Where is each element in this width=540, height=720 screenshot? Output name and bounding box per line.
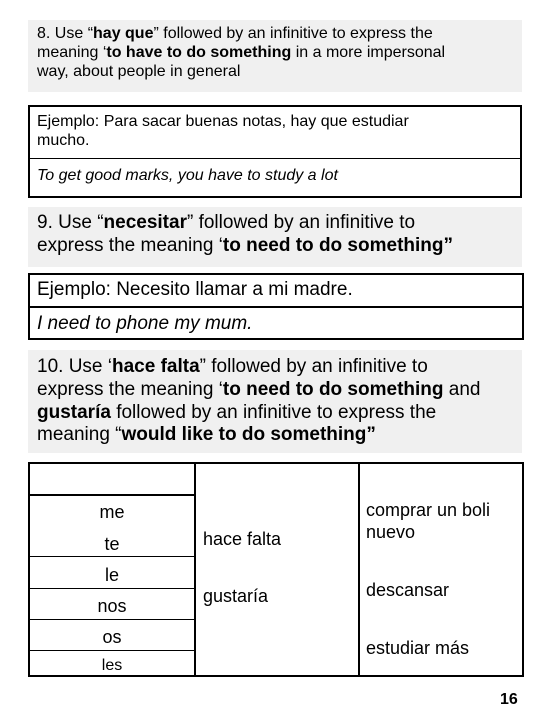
verb-gustaria: gustaría: [203, 586, 269, 606]
divider: [30, 619, 194, 620]
bold-phrase: necesitar: [103, 212, 187, 233]
section-9-instruction: [37, 212, 517, 258]
divider: [30, 650, 194, 651]
section-8-example-english: To get good marks, you have to study a lot: [37, 167, 338, 184]
section-10-instruction: [37, 356, 517, 447]
bold-phrase: gustaría: [37, 401, 111, 423]
section-8-instruction: [37, 24, 517, 82]
pronoun-me: me: [99, 502, 125, 522]
text-line: express the meaning ‘to need to do something and: [37, 378, 481, 400]
section-9-header: [28, 207, 522, 267]
text-line: meaning “would like to do something”: [37, 424, 376, 446]
infinitive-descansar: descansar: [366, 580, 450, 600]
bold-phrase: to have to do something: [106, 44, 292, 62]
pronoun-le: le: [104, 565, 119, 585]
divider: [30, 306, 522, 308]
text-line: way, about people in general: [37, 63, 241, 81]
bold-phrase: to need to do something”: [222, 234, 453, 256]
section-8-example-spanish: Ejemplo: Para sacar buenas notas, hay que estudiar mucho.: [37, 113, 409, 150]
section-9-example-english: I need to phone my mum.: [37, 313, 253, 334]
text-line: gustaría followed by an infinitive to express the: [37, 401, 437, 423]
section-8-example-box: [28, 105, 522, 198]
section-10-header: [28, 350, 522, 453]
divider: [358, 464, 360, 675]
text-line: 8. Use “hay que” followed by an infinitive to express the: [37, 25, 433, 42]
text-line: 9. Use “necesitar” followed by an infinitive to: [37, 212, 416, 233]
divider: [30, 588, 194, 589]
bold-phrase: hay que: [93, 25, 154, 42]
infinitive-estudiar: estudiar más: [366, 638, 470, 658]
infinitive-comprar: comprar un boli nuevo: [366, 500, 491, 542]
verb-table: [28, 462, 524, 677]
bold-phrase: to need to do something: [222, 378, 444, 400]
bold-phrase: would like to do something”: [121, 424, 376, 446]
divider: [30, 556, 194, 557]
text-line: express the meaning ‘to need to do something”: [37, 234, 453, 256]
divider: [30, 158, 520, 159]
divider: [30, 494, 194, 496]
verb-hace-falta: hace falta: [203, 529, 282, 549]
pronoun-te: te: [104, 534, 120, 554]
text-line: 10. Use ‘hace falta” followed by an infinitive to: [37, 356, 428, 377]
section-9-example-box: [28, 273, 524, 340]
section-8-header: [28, 20, 522, 92]
pronoun-os: os: [102, 627, 122, 647]
section-9-example-spanish: Ejemplo: Necesito llamar a mi madre.: [37, 279, 353, 300]
pronoun-les: les: [101, 657, 123, 674]
text-line: meaning ‘to have to do something in a more impersonal: [37, 44, 446, 62]
bold-phrase: hace falta: [111, 356, 200, 377]
divider: [194, 464, 196, 675]
page-number: 16: [500, 691, 518, 708]
pronoun-nos: nos: [97, 596, 127, 616]
